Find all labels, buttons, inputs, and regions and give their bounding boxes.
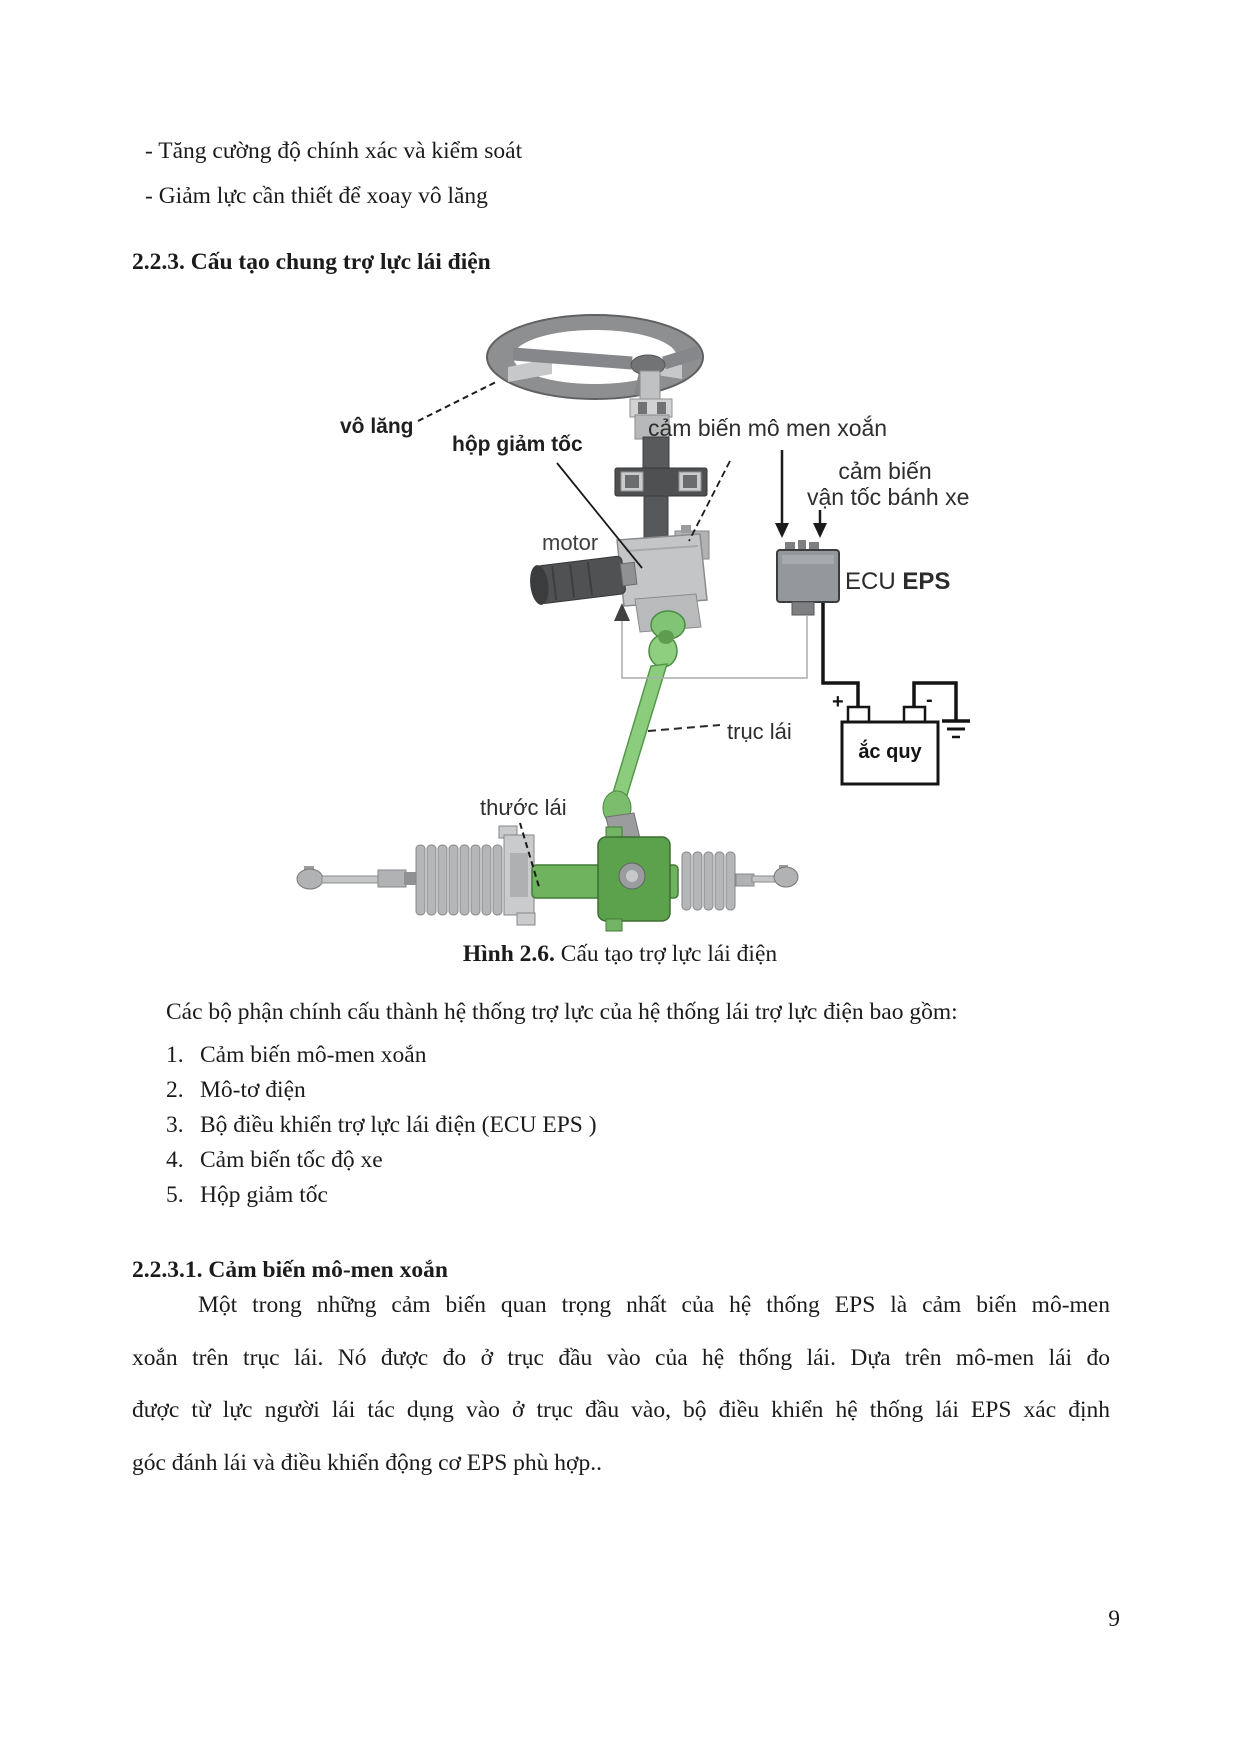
section-heading: 2.2.3. Cấu tạo chung trợ lực lái điện — [132, 249, 491, 275]
list-item-number: 1. — [166, 1042, 184, 1068]
body-paragraph — [132, 1292, 1110, 1502]
list-item-label: Cảm biến mô-men xoắn — [200, 1042, 427, 1068]
label-steering-rack: thước lái — [480, 795, 567, 820]
figure-caption-label: Hình 2.6. — [462, 941, 555, 967]
list-item-number: 3. — [166, 1112, 184, 1138]
bullet-item: - Giảm lực cần thiết để xoay vô lăng — [145, 183, 488, 209]
page-number: 9 — [1108, 1606, 1120, 1632]
list-item-label: Hộp giảm tốc — [200, 1182, 328, 1208]
list-item-label: Bộ điều khiển trợ lực lái điện (ECU EPS ) — [200, 1112, 597, 1138]
label-battery: ắc quy — [858, 741, 922, 763]
list-item-label: Cảm biến tốc độ xe — [200, 1147, 383, 1173]
label-steering-wheel: vô lăng — [340, 415, 414, 438]
label-eps: EPS — [902, 568, 951, 595]
body-line: Một trong những cảm biến quan trọng nhất của hệ thống EPS là cảm biến mô-men — [198, 1292, 1110, 1318]
ground-symbol — [942, 721, 970, 737]
figure-diagram — [280, 275, 980, 935]
label-torque-sensor: cảm biến mô men xoắn — [648, 415, 888, 441]
label-battery-minus: - — [926, 689, 933, 711]
list-item-number: 2. — [166, 1077, 184, 1103]
label-ecu-eps — [845, 568, 950, 596]
ecu-illustration — [777, 540, 839, 615]
component-list — [166, 1042, 597, 1209]
bullet-item: - Tăng cường độ chính xác và kiểm soát — [145, 138, 523, 164]
figure-caption — [0, 941, 1240, 968]
list-item — [166, 1182, 597, 1209]
body-line: góc đánh lái và điều khiển động cơ EPS phù hợp.. — [132, 1449, 602, 1476]
list-item-number: 4. — [166, 1147, 184, 1173]
figure-caption-text: Cấu tạo trợ lực lái điện — [554, 941, 778, 967]
label-wheel-speed-sensor-line2: vận tốc bánh xe — [807, 484, 970, 510]
body-line: xoắn trên trục lái. Nó được đo ở trục đầu vào của hệ thống lái. Dựa trên mô-men lái đo — [132, 1344, 1110, 1371]
subsection-heading: 2.2.3.1. Cảm biến mô-men xoắn — [132, 1257, 448, 1283]
label-wheel-speed-sensor-line1: cảm biến — [838, 458, 932, 484]
steering-wheel-illustration — [487, 315, 703, 399]
list-item-number: 5. — [166, 1182, 184, 1208]
motor-illustration — [528, 553, 638, 606]
list-item — [166, 1147, 597, 1174]
label-steering-shaft: trục lái — [727, 719, 792, 744]
eps-diagram-svg — [280, 275, 980, 935]
list-item — [166, 1112, 597, 1139]
label-wheel-speed-sensor — [807, 458, 970, 510]
list-item-label: Mô-tơ điện — [200, 1077, 306, 1103]
label-battery-plus: + — [832, 691, 844, 713]
body-line: được từ lực người lái tác dụng vào ở trục đầu vào, bộ điều khiển hệ thống lái EPS xác định — [132, 1397, 1110, 1423]
list-item — [166, 1077, 597, 1104]
steering-rack-illustration — [297, 826, 798, 931]
label-ecu: ECU — [845, 568, 903, 595]
label-reduction-gearbox: hộp giảm tốc — [452, 433, 583, 456]
intro-paragraph: Các bộ phận chính cấu thành hệ thống trợ lực của hệ thống lái trợ lực điện bao gồm: — [166, 999, 958, 1025]
label-motor: motor — [542, 530, 599, 555]
list-item — [166, 1042, 597, 1069]
